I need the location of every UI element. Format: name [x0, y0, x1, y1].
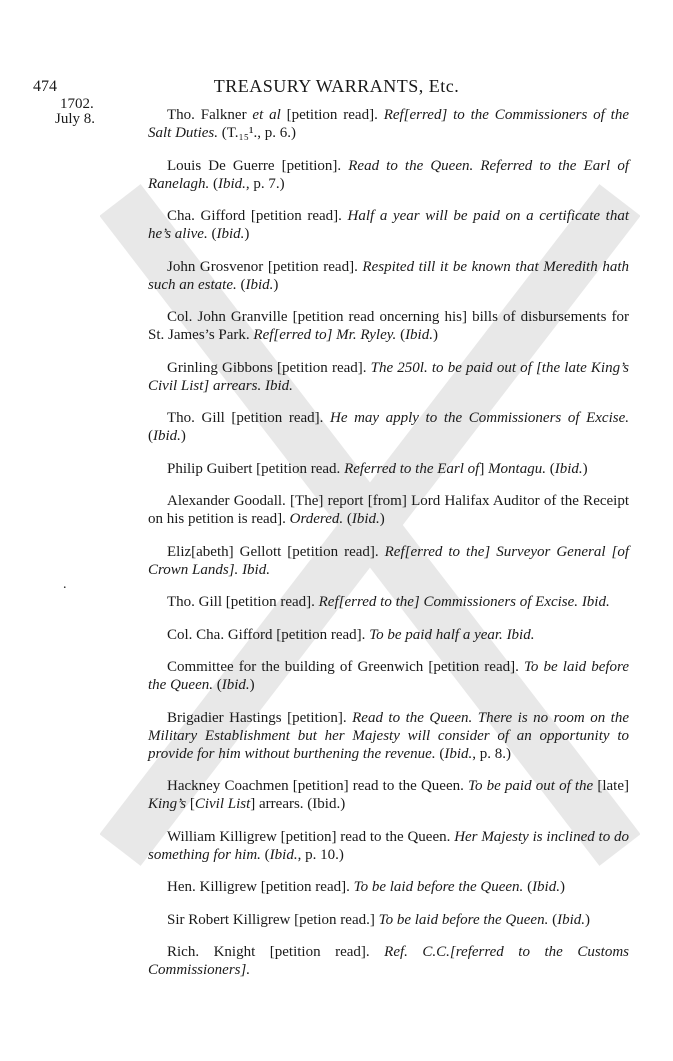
list-item: Brigadier Hastings [petition]. Read to the Queen. There is no room on the Military Establishment but her Majesty will consider of an opportunity to provide for him without burthening the revenue. (Ibid., p. 8.) — [148, 709, 629, 762]
list-item: Tho. Gill [petition read]. He may apply to the Commissioners of Excise. (Ibid.) — [148, 410, 629, 444]
list-item: Tho. Gill [petition read]. Ref[erred to the] Commissioners of Excise. Ibid. — [167, 594, 610, 610]
margin-date: July 8. — [55, 111, 96, 127]
list-item: Cha. Gifford [petition read]. Half a year will be paid on a certificate that he’s alive. (Ibid.) — [148, 208, 629, 242]
list-item: John Grosvenor [petition read]. Respited till it be known that Meredith hath such an estate. (Ibid.) — [148, 258, 629, 293]
list-item: Col. John Granville [petition read oncerning his] bills of disbursements for St. James’s Park. Ref[erred to] Mr. Ryley. (Ibid.) — [148, 309, 629, 343]
list-item: Louis De Guerre [petition]. Read to the Queen. Referred to the Earl of Ranelagh. (Ibid., p. 7.) — [148, 157, 629, 192]
list-item: Philip Guibert [petition read. Referred to the Earl of] Montagu. (Ibid.) — [167, 460, 588, 477]
running-head: TREASURY WARRANTS, Etc. — [213, 76, 460, 96]
margin-year: 1702. — [60, 96, 94, 112]
list-item: Hackney Coachmen [petition] read to the Queen. To be paid out of the [late] King’s [Civil List] arrears. (Ibid.) — [148, 778, 630, 812]
entries-list — [148, 106, 629, 994]
list-item: Tho. Falkner et al [petition read]. Ref[erred] to the Commissioners of the Salt Duties. (T.₁₅¹., p. 6.) — [148, 107, 629, 141]
page-number: 474 — [33, 78, 57, 95]
list-item: Col. Cha. Gifford [petition read]. To be paid half a year. Ibid. — [167, 626, 535, 643]
list-item: Grinling Gibbons [petition read]. The 250l. to be paid out of [the late King’s Civil List] arrears. Ibid. — [148, 359, 629, 394]
list-item: Hen. Killigrew [petition read]. To be laid before the Queen. (Ibid.) — [167, 879, 565, 895]
list-item: Eliz[abeth] Gellott [petition read]. Ref[erred to the] Surveyor General [of Crown Lands]. Ibid. — [148, 543, 629, 578]
list-item: William Killigrew [petition] read to the Queen. Her Majesty is inclined to do something for him. (Ibid., p. 10.) — [148, 828, 629, 863]
list-item: Sir Robert Killigrew [petion read.] To be laid before the Queen. (Ibid.) — [167, 911, 590, 928]
list-item: Rich. Knight [petition read]. Ref. C.C.[referred to the Customs Commissioners]. — [148, 944, 629, 978]
list-item: Alexander Goodall. [The] report [from] Lord Halifax Auditor of the Receipt on his petition is read]. Ordered. (Ibid.) — [148, 493, 629, 527]
list-item: Committee for the building of Greenwich [petition read]. To be laid before the Queen. (Ibid.) — [148, 659, 629, 693]
stray-mark: . — [63, 577, 67, 592]
